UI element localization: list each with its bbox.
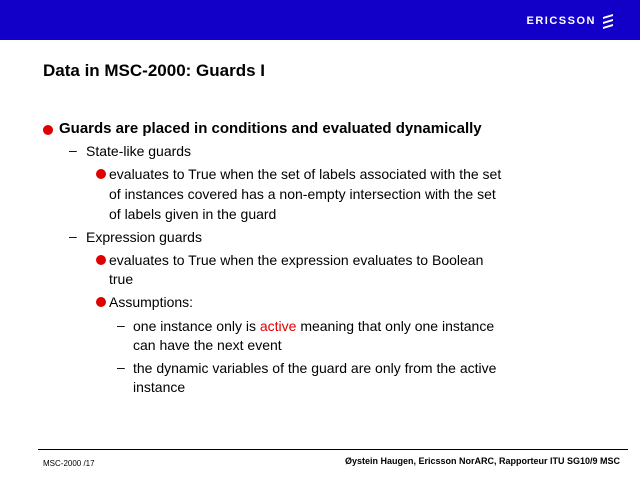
bullet-l3-state-line: of labels given in the guard: [109, 206, 277, 222]
red-bullet-icon: [96, 297, 106, 307]
bullet-l2-state: State-like guards: [86, 143, 192, 159]
dash-marker: –: [117, 317, 125, 333]
bullet-l4-dynamic-line: the dynamic variables of the guard are only from the active: [133, 360, 497, 376]
red-bullet-icon: [96, 255, 106, 265]
bullet-l3-expr-line: evaluates to True when the expression evaluates to Boolean: [109, 252, 484, 268]
bullet-l3-state-line: of instances covered has a non-empty intersection with the set: [109, 186, 496, 202]
red-bullet-icon: [43, 125, 53, 135]
dash-marker: –: [69, 228, 77, 244]
bullet-l2-expr: Expression guards: [86, 229, 202, 245]
l4-suffix: meaning that only one instance: [296, 318, 495, 334]
bullet-l3-expr-line: true: [109, 271, 134, 287]
dash-marker: –: [117, 359, 125, 375]
footer-page-label: MSC-2000 /17: [43, 459, 95, 468]
red-bullet-icon: [96, 169, 106, 179]
slide-title: Data in MSC-2000: Guards I: [43, 61, 266, 80]
bullet-l4-dynamic-line: instance: [133, 379, 186, 395]
footer-author: Øystein Haugen, Ericsson NorARC, Rapporteur ITU SG10/9 MSC: [344, 456, 620, 466]
dash-marker: –: [69, 142, 77, 158]
bullet-l4-active-line2: can have the next event: [133, 337, 282, 353]
footer-divider: [38, 449, 628, 450]
bullet-l3-state-line: evaluates to True when the set of labels associated with the set: [109, 166, 502, 182]
bullet-l1: Guards are placed in conditions and evaluated dynamically: [59, 120, 482, 137]
logo-text: ERICSSON: [526, 15, 596, 27]
active-highlight: active: [259, 318, 297, 334]
bullet-l4-active: [133, 317, 494, 336]
l4-prefix: one instance only is: [133, 318, 260, 334]
bullet-l3-assumptions: Assumptions:: [109, 294, 194, 310]
